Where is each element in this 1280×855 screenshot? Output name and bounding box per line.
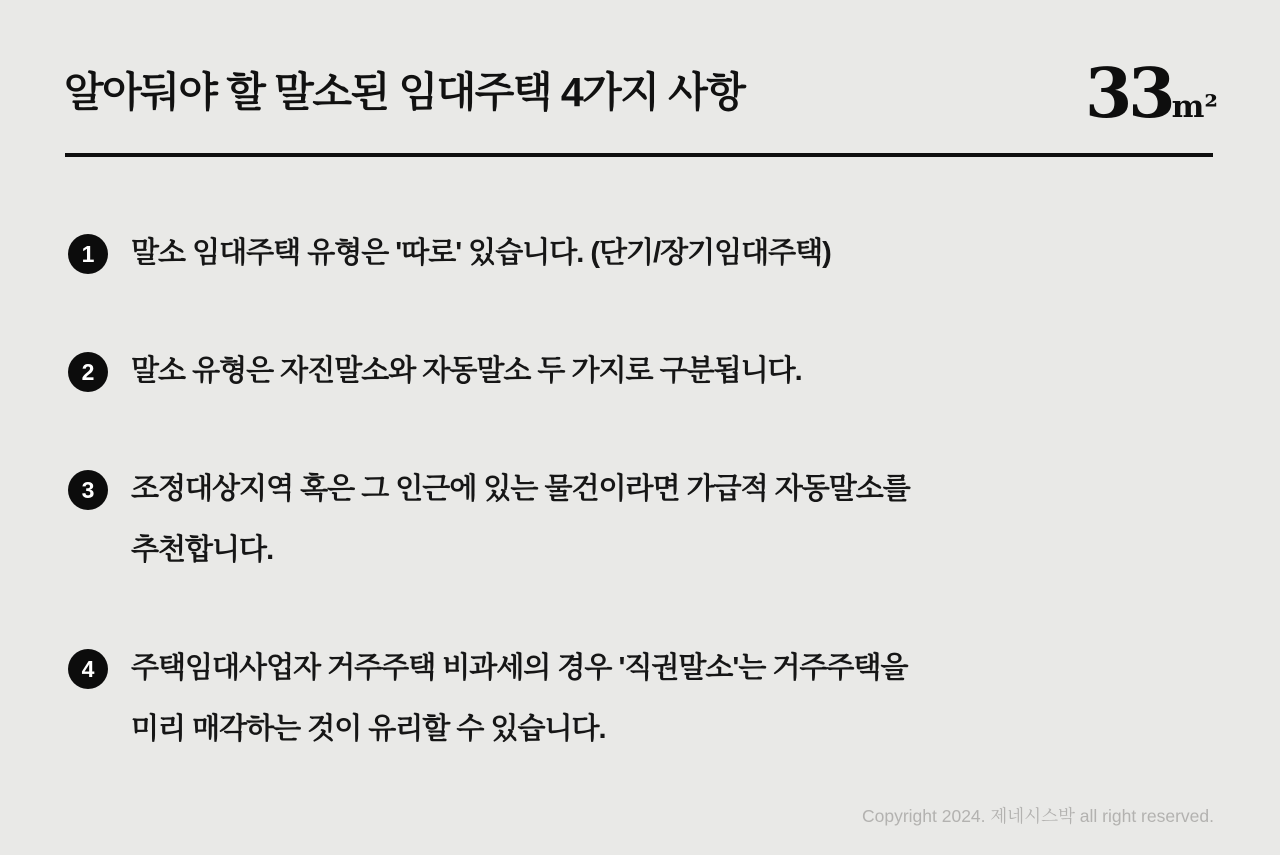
- item-text-line: 추천합니다.: [131, 534, 274, 566]
- item-text-line: 조정대상지역 혹은 그 인근에 있는 물건이라면 가급적 자동말소를: [131, 473, 910, 505]
- item-text: [131, 638, 907, 760]
- brand-logo-unit: m²: [1171, 89, 1218, 125]
- copyright-notice: Copyright 2024. 제네시스박 all right reserved.: [861, 806, 1214, 826]
- item-text-line: 말소 임대주택 유형은 '따로' 있습니다. (단기/장기임대주택): [131, 237, 831, 269]
- header: [64, 54, 1218, 134]
- list-item: [68, 223, 1220, 284]
- list-item: [68, 459, 1220, 581]
- item-number-badge: 1: [68, 234, 108, 274]
- brand-logo: [1084, 54, 1218, 134]
- item-text-line: 말소 유형은 자진말소와 자동말소 두 가지로 구분됩니다.: [131, 355, 802, 387]
- item-text: [131, 341, 802, 402]
- list-item: [68, 638, 1220, 760]
- item-text: [131, 459, 910, 581]
- page-title: 알아둬야 할 말소된 임대주택 4가지 사항: [64, 69, 745, 115]
- item-number-badge: 3: [68, 470, 108, 510]
- item-text: [131, 223, 831, 284]
- brand-logo-number: 33: [1084, 54, 1172, 134]
- list-item: [68, 341, 1220, 402]
- title-divider: [65, 153, 1213, 157]
- item-text-line: 미리 매각하는 것이 유리할 수 있습니다.: [131, 713, 606, 745]
- item-text-line: 주택임대사업자 거주주택 비과세의 경우 '직권말소'는 거주주택을: [131, 652, 908, 684]
- item-number-badge: 4: [68, 649, 108, 689]
- item-list: [68, 223, 1220, 817]
- item-number-badge: 2: [68, 352, 108, 392]
